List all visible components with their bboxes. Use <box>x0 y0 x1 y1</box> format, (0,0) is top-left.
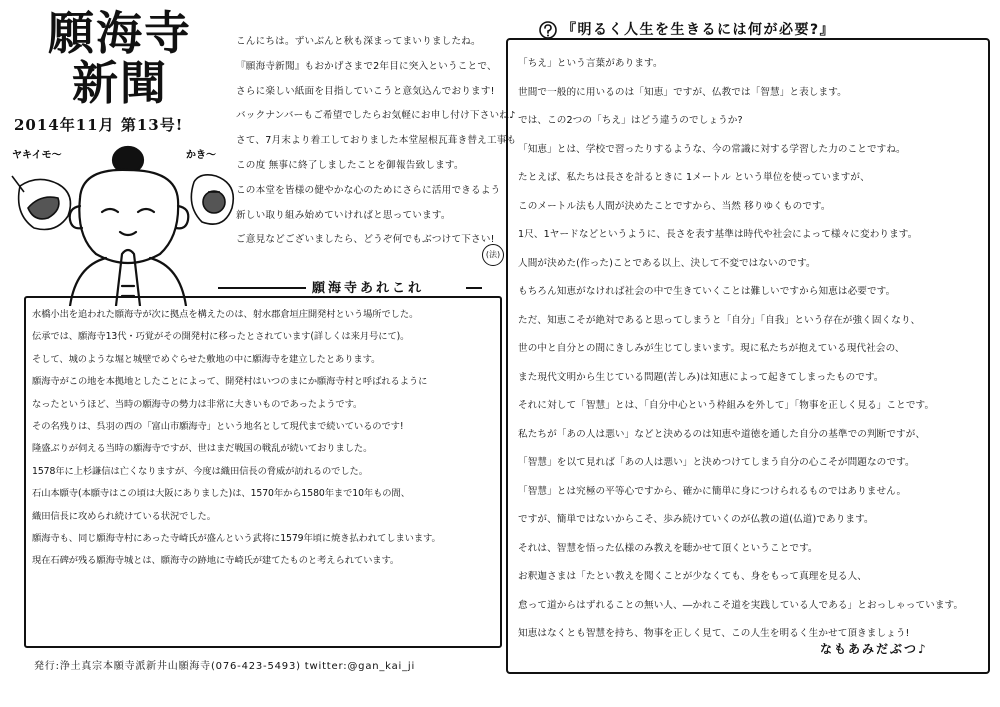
article-box <box>506 38 990 674</box>
monk-mascot-icon <box>10 136 238 306</box>
history-line: 1578年に上杉謙信は亡くなりますが、今度は織田信長の脅威が訪れるのでした。 <box>32 465 368 477</box>
history-line: 願海寺も、同じ願海寺村にあった寺崎氏が盛んという武将に1579年頃に焼き払われてしまいます。 <box>32 533 441 545</box>
history-line: なったというほど、当時の願海寺の勢力は非常に大きいものであったようです。 <box>32 398 363 410</box>
section-heading: 願海寺あれこれ <box>312 281 425 296</box>
history-line: 石山本願寺(本願寺はこの頃は大阪にありました)は、1570年から1580年まで10年もの間、 <box>32 488 410 500</box>
history-line: 伝承では、願海寺13代・巧覚がその開発村に移ったとされています(詳しくは来月号にて)。 <box>32 331 410 343</box>
greeting-text <box>236 30 517 253</box>
article-line: 世の中と自分との間にきしみが生じてしまいます。現に私たちが抱えている現代社会の、 <box>518 343 905 354</box>
article-line: では、この2つの「ちえ」はどう違うのでしょうか? <box>518 115 743 126</box>
history-line: 織田信長に攻められ続けている状況でした。 <box>32 510 216 522</box>
publisher-footer: 発行:浄土真宗本願寺派新井山願海寺(076-423-5493) twitter:@gan_kai_ji <box>34 661 416 672</box>
masthead <box>10 8 230 308</box>
greeting-line: さて、7月末より着工しておりました本堂屋根瓦葺き替え工事も <box>236 135 517 147</box>
article-line: 「知恵」とは、学校で習ったりするような、今の常識に対する学習した力のことですね。 <box>518 143 906 155</box>
history-line: 願海寺がこの地を本拠地としたことによって、開発村はいつのまにか願海寺村と呼ばれるように <box>32 376 428 388</box>
closing-phrase: なもあみだぶつ♪ <box>820 642 928 656</box>
article-line: また現代文明から生じている問題(苦しみ)は知恵によって起きてしまったものです。 <box>518 371 884 383</box>
article-line: ただ、知恵こそが絶対であると思ってしまうと「自分」「自我」という存在が強く固くなり、 <box>518 314 921 326</box>
greeting-line: ご意見などございましたら、どうぞ何でもぶつけて下さい! <box>236 234 495 246</box>
question-icon <box>538 20 558 40</box>
history-line: 水橋小出を追われた願海寺が次に拠点を構えたのは、射水郡倉垣庄開発村という場所でした。 <box>32 309 419 320</box>
article-line: 世間で一般的に用いるのは「知恵」ですが、仏教では「智慧」と表します。 <box>518 86 847 98</box>
article-title: 『明るく人生を生きるには何が必要?』 <box>562 22 836 38</box>
history-line: 現在石碑が残る願海寺城とは、願海寺の跡地に寺崎氏が建てたものと考えられています。 <box>32 555 400 567</box>
article-line: もちろん知恵がなければ社会の中で生きていくことは難しいですから知恵は必要です。 <box>518 286 896 297</box>
greeting-line: 『願海寺新聞』もおかげさまで2年目に突入ということで、 <box>236 60 497 72</box>
article-line: このメートル法も人間が決めたことですから、当然 移りゆくものです。 <box>518 200 831 212</box>
greeting-line: さらに楽しい紙面を目指していこうと意気込んでおります! <box>236 85 495 97</box>
history-line: そして、城のような堀と城壁でめぐらせた敷地の中に願海寺を建立したとあります。 <box>32 353 381 365</box>
article-line: 怠って道からはずれることの無い人、―かれこそ道を実践している人である」とおっしゃっています。 <box>518 599 964 611</box>
article-line: お釈迦さまは「たとい教えを聞くことが少なくても、身をもって真理を見る人、 <box>518 571 867 582</box>
article-line: 「智慧」を以て見れば「あの人は悪い」と決めつけてしまう自分の心こそが問題なのです。 <box>518 457 915 468</box>
article-line: それに対して「智慧」とは、「自分中心という枠組みを外して」「物事を正しく見る」ことです。 <box>518 400 935 411</box>
article-line: たとえば、私たちは長さを計るときに 1メートル という単位を使っていますが、 <box>518 172 870 183</box>
greeting-line: この本堂を皆様の健やかな心のためにさらに活用できるよう <box>236 184 501 196</box>
title-line-2: 新聞 <box>72 56 168 110</box>
article-line: 人間が決めた(作った)ことである以上、決して不変ではないのです。 <box>518 257 816 269</box>
article-line: ですが、簡単ではないからこそ、歩み続けていくのが仏教の道(仏道)であります。 <box>518 514 874 525</box>
article-line: 1尺、1ヤードなどというように、長さを表す基準は時代や社会によって様々に変わります。 <box>518 229 918 240</box>
signature-badge: (法) <box>482 244 504 266</box>
article-line: 私たちが「あの人は悪い」などと決めるのは知恵や道徳を通した自分の基準での判断ですが、 <box>518 428 926 440</box>
article-line: 「智慧」とは究極の平等心ですから、確かに簡単に身につけられるものではありません。 <box>518 485 907 497</box>
article-line: 「ちえ」という言葉があります。 <box>518 58 663 69</box>
article-line: 知恵はなくとも智慧を持ち、物事を正しく見て、この人生を明るく生かせて頂きましょう! <box>518 628 910 639</box>
article-line: それは、智慧を悟った仏様のみ教えを聴かせて頂くということです。 <box>518 542 818 554</box>
history-section <box>24 296 502 648</box>
greeting-line: こんにちは。ずいぶんと秋も深まってまいりましたね。 <box>236 36 481 47</box>
issue-label: 2014年11月 第13号! <box>14 116 184 134</box>
history-line: 隆盛ぶりが伺える当時の願海寺ですが、世はまだ戦国の戦乱が続いておりました。 <box>32 443 373 455</box>
section-rule-left <box>218 287 306 289</box>
greeting-line: バックナンバーもご希望でしたらお気軽にお申し付け下さいね♪ <box>236 110 516 122</box>
mascot-speech-right: かき〜 <box>186 150 216 161</box>
greeting-line: この度 無事に終了しましたことを御報告致します。 <box>236 159 464 171</box>
greeting-line: 新しい取り組み始めていければと思っています。 <box>236 209 451 221</box>
history-line: その名残りは、呉羽の西の「富山市願海寺」という地名として現代まで続いているのです! <box>32 421 404 433</box>
section-rule-right <box>466 287 482 289</box>
mascot-speech-left: ヤキイモ〜 <box>12 150 62 161</box>
title-line-1: 願海寺 <box>48 6 192 60</box>
